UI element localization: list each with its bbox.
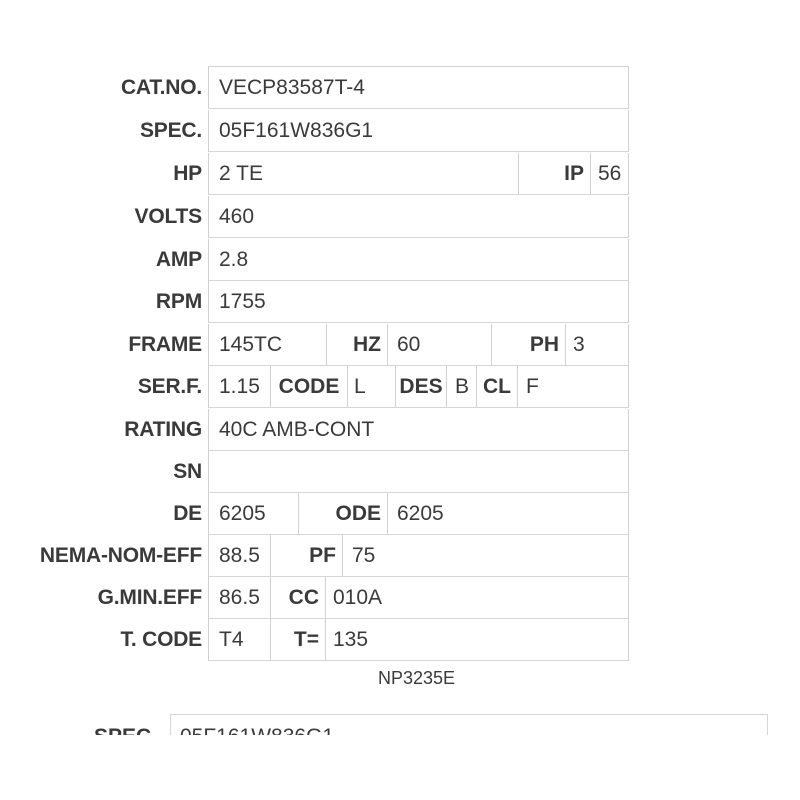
amp-row xyxy=(0,239,800,281)
rpm-plate xyxy=(208,281,629,323)
pf-label: PF xyxy=(270,535,342,576)
ode-value: 6205 xyxy=(387,493,629,534)
volts-plate xyxy=(208,196,629,238)
ph-value: 3 xyxy=(565,324,629,365)
gmin-value: 86.5 xyxy=(219,586,260,609)
hp-plate xyxy=(208,153,629,195)
cl-label: CL xyxy=(476,366,517,407)
ip-value: 56 xyxy=(590,153,629,194)
volts-row xyxy=(0,196,800,238)
tcode-plate xyxy=(208,619,629,661)
volts-value: 460 xyxy=(219,205,255,228)
cat-no-label: CAT.NO. xyxy=(120,76,202,99)
sn-row xyxy=(0,451,800,493)
tcode-value: T4 xyxy=(219,628,244,651)
frame-label: FRAME xyxy=(128,333,202,356)
des-label: DES xyxy=(395,366,446,407)
code-label: CODE xyxy=(270,366,347,407)
cc-label: CC xyxy=(270,577,325,618)
rating-label: RATING xyxy=(124,418,202,441)
gmin-plate xyxy=(208,577,629,619)
nema-label: NEMA-NOM-EFF xyxy=(39,544,202,567)
gmin-label: G.MIN.EFF xyxy=(97,586,202,609)
pf-value: 75 xyxy=(342,535,629,576)
rpm-value: 1755 xyxy=(219,290,266,313)
spec-plate xyxy=(208,110,629,152)
cat-no-plate xyxy=(208,67,629,109)
sn-label: SN xyxy=(173,460,202,483)
rpm-label: RPM xyxy=(155,290,202,313)
amp-plate xyxy=(208,239,629,281)
frame-value: 145TC xyxy=(219,333,283,356)
nameplate-code: NP3235E xyxy=(378,668,456,688)
rpm-row xyxy=(0,281,800,323)
sn-value xyxy=(209,451,629,492)
hz-label: HZ xyxy=(326,324,387,365)
hp-row xyxy=(0,153,800,195)
spec-label: SPEC. xyxy=(139,119,202,142)
de-label: DE xyxy=(173,502,202,525)
frame-plate xyxy=(208,324,629,366)
de-plate xyxy=(208,493,629,535)
gmin-row xyxy=(0,577,800,619)
hp-label: HP xyxy=(173,162,202,185)
code-value: L xyxy=(347,366,395,407)
rating-value: 40C AMB-CONT xyxy=(219,418,375,441)
hz-value: 60 xyxy=(387,324,491,365)
spec-value: 05F161W836G1 xyxy=(219,119,374,142)
t-value: 135 xyxy=(325,619,629,660)
cat-no-value: VECP83587T-4 xyxy=(219,76,365,99)
nema-plate xyxy=(208,535,629,577)
nema-value: 88.5 xyxy=(219,544,260,567)
frame-row xyxy=(0,324,800,366)
ph-label: PH xyxy=(491,324,565,365)
spec-row xyxy=(0,110,800,152)
rating-row xyxy=(0,409,800,451)
rating-plate xyxy=(208,409,629,451)
de-value: 6205 xyxy=(219,502,266,525)
cat-no-row xyxy=(0,67,800,109)
cutoff-mask xyxy=(0,735,800,800)
ip-label: IP xyxy=(518,153,590,194)
tcode-row xyxy=(0,619,800,661)
serf-label: SER.F. xyxy=(137,375,202,398)
ode-label: ODE xyxy=(298,493,387,534)
amp-label: AMP xyxy=(155,248,202,271)
serf-value: 1.15 xyxy=(219,375,260,398)
cc-value: 010A xyxy=(325,577,629,618)
hp-value: 2 TE xyxy=(219,162,263,185)
sn-plate xyxy=(208,451,629,493)
amp-value: 2.8 xyxy=(219,248,249,271)
serf-row xyxy=(0,366,800,408)
cl-value: F xyxy=(517,366,629,407)
serf-plate xyxy=(208,366,629,408)
de-row xyxy=(0,493,800,535)
des-value: B xyxy=(446,366,476,407)
nema-row xyxy=(0,535,800,577)
t-label: T= xyxy=(270,619,325,660)
tcode-label: T. CODE xyxy=(120,628,202,651)
volts-label: VOLTS xyxy=(134,205,202,228)
